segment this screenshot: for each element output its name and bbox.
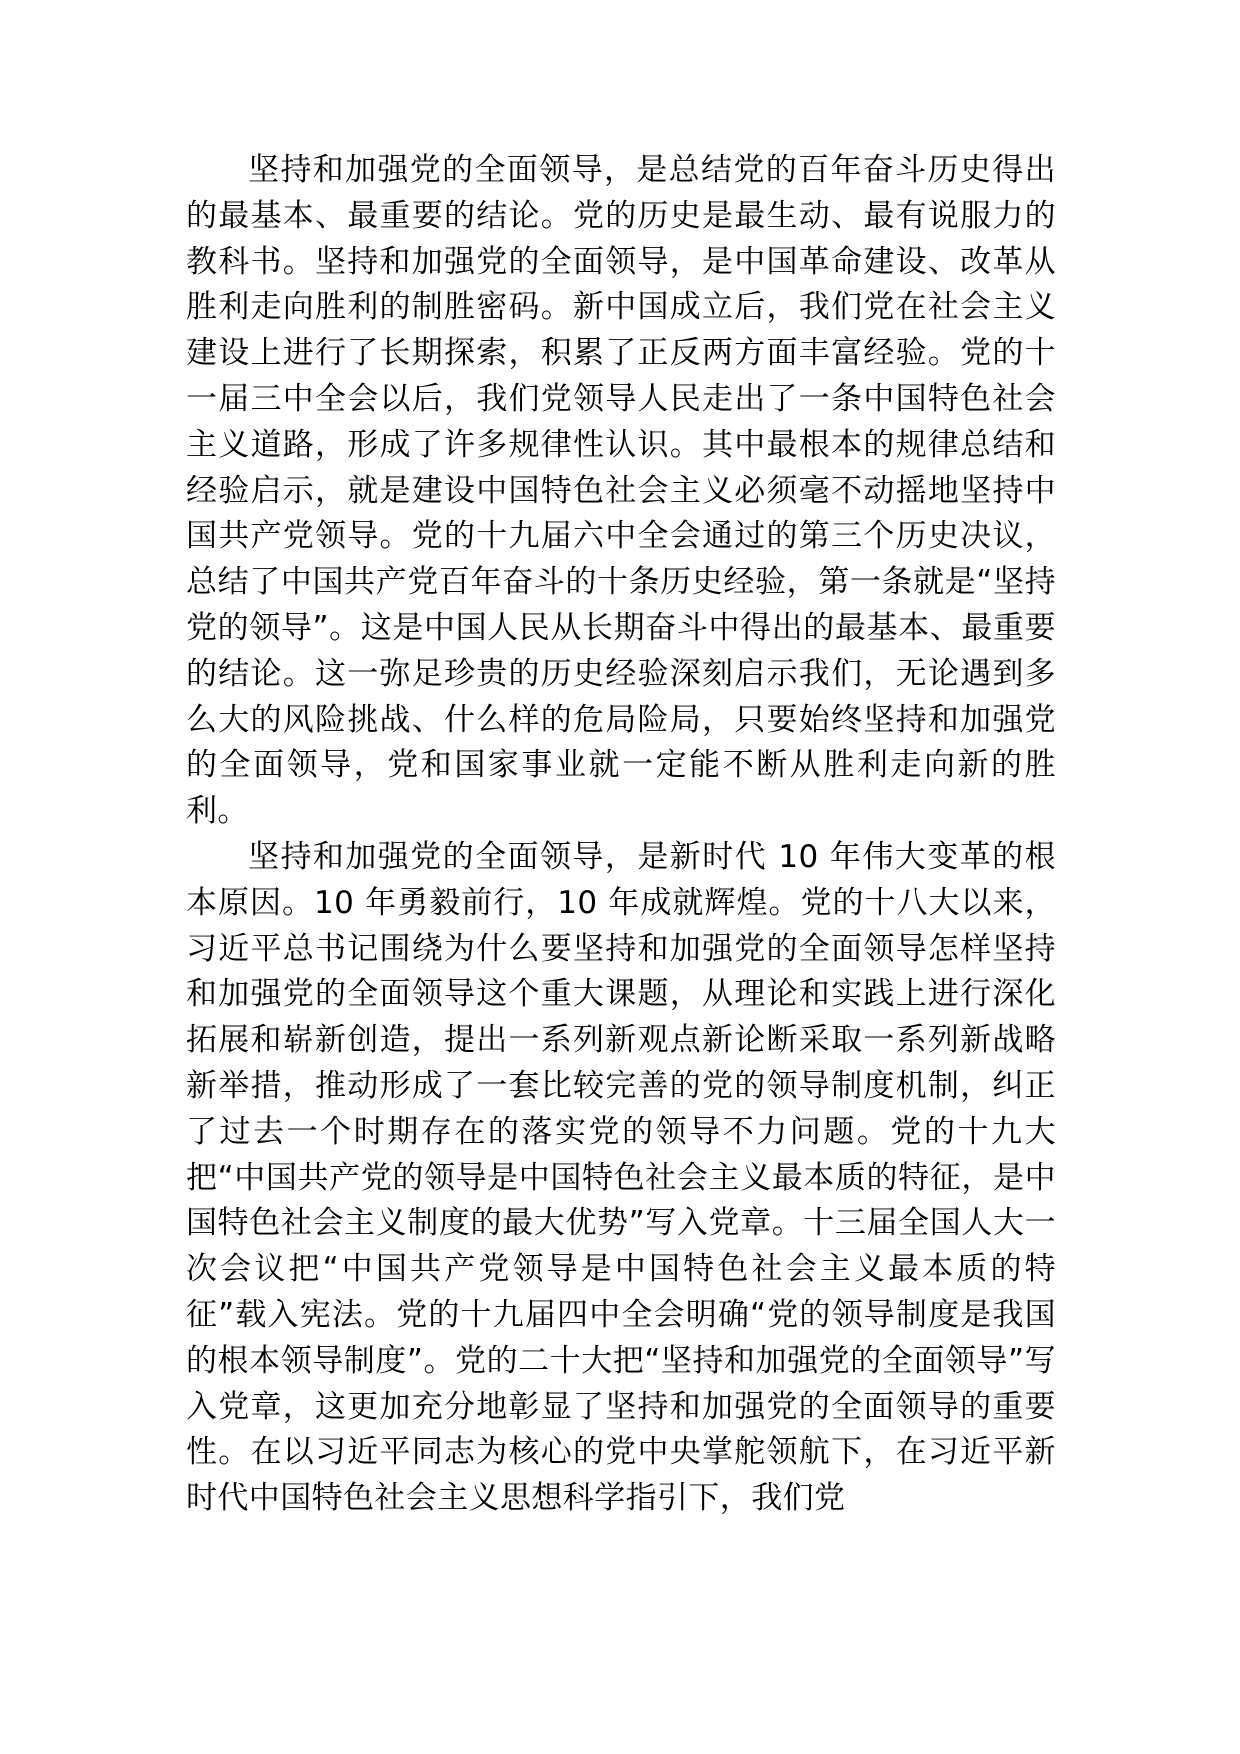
document-body xyxy=(186,148,1056,1522)
paragraph-2: 坚持和加强党的全面领导，是新时代 10 年伟大变革的根本原因。10 年勇毅前行，10 年成就辉煌。党的十八大以来，习近平总书记围绕为什么要坚持和加强党的全面领导怎样坚持和加强党的全面领导这个重大课题，从理论和实践上进行深化拓展和崭新创造，提出一系列新观点新论断采取一系列新战略新举措，推动形成了一套比较完善的党的领导制度机制，纠正了过去一个时期存在的落实党的领导不力问题。党的十九大把“中国共产党的领导是中国特色社会主义最本质的特征，是中国特色社会主义制度的最大优势”写入党章。十三届全国人大一次会议把“中国共产党领导是中国特色社会主义最本质的特征”载入宪法。党的十九届四中全会明确“党的领导制度是我国的根本领导制度”。党的二十大把“坚持和加强党的全面领导”写入党章，这更加充分地彰显了坚持和加强党的全面领导的重要性。在以习近平同志为核心的党中央掌舵领航下，在习近平新时代中国特色社会主义思想科学指引下，我们党 xyxy=(186,838,1056,1517)
paragraph-1: 坚持和加强党的全面领导，是总结党的百年奋斗历史得出的最基本、最重要的结论。党的历史是最生动、最有说服力的教科书。坚持和加强党的全面领导，是中国革命建设、改革从胜利走向胜利的制胜密码。新中国成立后，我们党在社会主义建设上进行了长期探索，积累了正反两方面丰富经验。党的十一届三中全会以后，我们党领导人民走出了一条中国特色社会主义道路，形成了许多规律性认识。其中最根本的规律总结和经验启示，就是建设中国特色社会主义必须毫不动摇地坚持中国共产党领导。党的十九届六中全会通过的第三个历史决议，总结了中国共产党百年奋斗的十条历史经验，第一条就是“坚持党的领导”。这是中国人民从长期奋斗中得出的最基本、最重要的结论。这一弥足珍贵的历史经验深刻启示我们，无论遇到多么大的风险挑战、什么样的危局险局，只要始终坚持和加强党的全面领导，党和国家事业就一定能不断从胜利走向新的胜利。 xyxy=(186,152,1056,830)
